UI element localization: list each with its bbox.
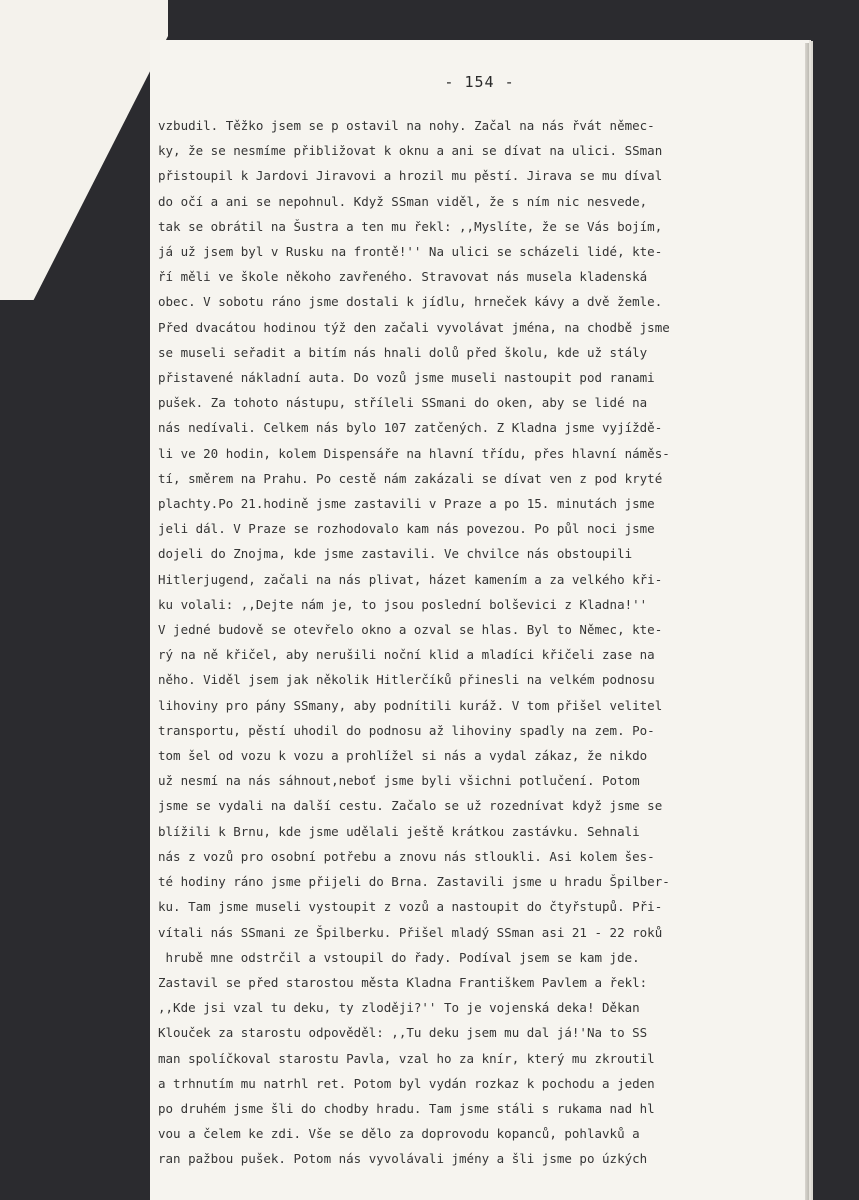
page-text [158, 113, 798, 1172]
text-line: vítali nás SSmani ze Špilberku. Přišel mladý SSman asi 21 - 22 roků [158, 924, 663, 940]
text-line: ky, že se nesmíme přibližovat k oknu a ani se dívat na ulici. SSman [158, 143, 663, 159]
text-line: Zastavil se před starostou města Kladna Františkem Pavlem a řekl: [158, 974, 648, 990]
text-line: přistoupil k Jardovi Jiravovi a hrozil mu pěstí. Jirava se mu díval [158, 168, 663, 184]
text-line: plachty.Po 21.hodině jsme zastavili v Praze a po 15. minutách jsme [158, 496, 655, 512]
text-line: tak se obrátil na Šustra a ten mu řekl: ,,Myslíte, že se Vás bojím, [158, 218, 663, 234]
text-line: přistavené nákladní auta. Do vozů jsme museli nastoupit pod ranami [158, 370, 655, 386]
text-line: jeli dál. V Praze se rozhodovalo kam nás povezou. Po půl noci jsme [158, 521, 655, 537]
text-line: rý na ně křičel, aby nerušili noční klid a mladíci křičeli zase na [158, 647, 655, 663]
text-line: po druhém jsme šli do chodby hradu. Tam jsme stáli s rukama nad hl [158, 1100, 655, 1116]
text-line: té hodiny ráno jsme přijeli do Brna. Zastavili jsme u hradu Špilber- [158, 874, 670, 890]
text-line: já už jsem byl v Rusku na frontě!'' Na ulici se scházeli lidé, kte- [158, 244, 663, 260]
typewritten-page [150, 40, 809, 1200]
text-line: něho. Viděl jsem jak několik Hitlerčíků přinesli na velkém podnosu [158, 672, 655, 688]
text-line: lihoviny pro pány SSmany, aby podnítili kuráž. V tom přišel velitel [158, 697, 663, 713]
text-line: tom šel od vozu k vozu a prohlížel si nás a vydal zákaz, že nikdo [158, 748, 648, 764]
text-line: a trhnutím mu natrhl ret. Potom byl vydán rozkaz k pochodu a jeden [158, 1075, 655, 1091]
text-line: už nesmí na nás sáhnout,neboť jsme byli všichni potlučení. Potom [158, 773, 640, 789]
text-line: ,,Kde jsi vzal tu deku, ty zloději?'' To je vojenská deka! Děkan [158, 1000, 640, 1016]
text-line: obec. V sobotu ráno jsme dostali k jídlu, hrneček kávy a dvě žemle. [158, 294, 663, 310]
text-line: ří měli ve škole někoho zavřeného. Stravovat nás musela kladenská [158, 269, 648, 285]
underlying-page-corner [0, 0, 168, 300]
stacked-page-edge [805, 43, 809, 1200]
text-line: tí, směrem na Prahu. Po cestě nám zakázali se dívat ven z pod kryté [158, 470, 663, 486]
text-line: vou a čelem ke zdi. Vše se dělo za doprovodu kopanců, pohlavků a [158, 1126, 640, 1142]
page-number: - 154 - [444, 73, 515, 91]
text-line: do očí a ani se nepohnul. Když SSman viděl, že s ním nic nesvede, [158, 193, 648, 209]
text-line: nás nedívali. Celkem nás bylo 107 zatčených. Z Kladna jsme vyjíždě- [158, 420, 663, 436]
text-line: Klouček za starostu odpověděl: ,,Tu deku jsem mu dal já!'Na to SS [158, 1025, 648, 1041]
text-line: hrubě mne odstrčil a vstoupil do řady. Podíval jsem se kam jde. [158, 949, 640, 965]
text-line: blížili k Brnu, kde jsme udělali ještě krátkou zastávku. Sehnali [158, 823, 640, 839]
text-line: se museli seřadit a bitím nás hnali dolů před školu, kde už stály [158, 344, 648, 360]
text-line: man spolíčkoval starostu Pavla, vzal ho za knír, který mu zkroutil [158, 1050, 655, 1066]
text-line: ku volali: ,,Dejte nám je, to jsou poslední bolševici z Kladna!'' [158, 596, 648, 612]
text-line: transportu, pěstí uhodil do podnosu až lihoviny spadly na zem. Po- [158, 722, 655, 738]
text-line: dojeli do Znojma, kde jsme zastavili. Ve chvilce nás obstoupili [158, 546, 633, 562]
text-line: nás z vozů pro osobní potřebu a znovu nás stloukli. Asi kolem šes- [158, 848, 655, 864]
text-line: ran pažbou pušek. Potom nás vyvolávali jmény a šli jsme po úzkých [158, 1151, 648, 1167]
text-line: pušek. Za tohoto nástupu, stříleli SSmani do oken, aby se lidé na [158, 395, 648, 411]
text-line: Hitlerjugend, začali na nás plivat, házet kamením a za velkého kři- [158, 571, 663, 587]
text-line: ku. Tam jsme museli vystoupit z vozů a nastoupit do čtyřstupů. Při- [158, 899, 663, 915]
text-line: li ve 20 hodin, kolem Dispensáře na hlavní třídu, přes hlavní náměs- [158, 445, 670, 461]
text-line: jsme se vydali na další cestu. Začalo se už rozednívat když jsme se [158, 798, 663, 814]
text-line: V jedné budově se otevřelo okno a ozval se hlas. Byl to Němec, kte- [158, 622, 663, 638]
text-line: vzbudil. Těžko jsem se p ostavil na nohy. Začal na nás řvát němec- [158, 118, 655, 133]
text-line: Před dvacátou hodinou týž den začali vyvolávat jména, na chodbě jsme [158, 319, 670, 335]
